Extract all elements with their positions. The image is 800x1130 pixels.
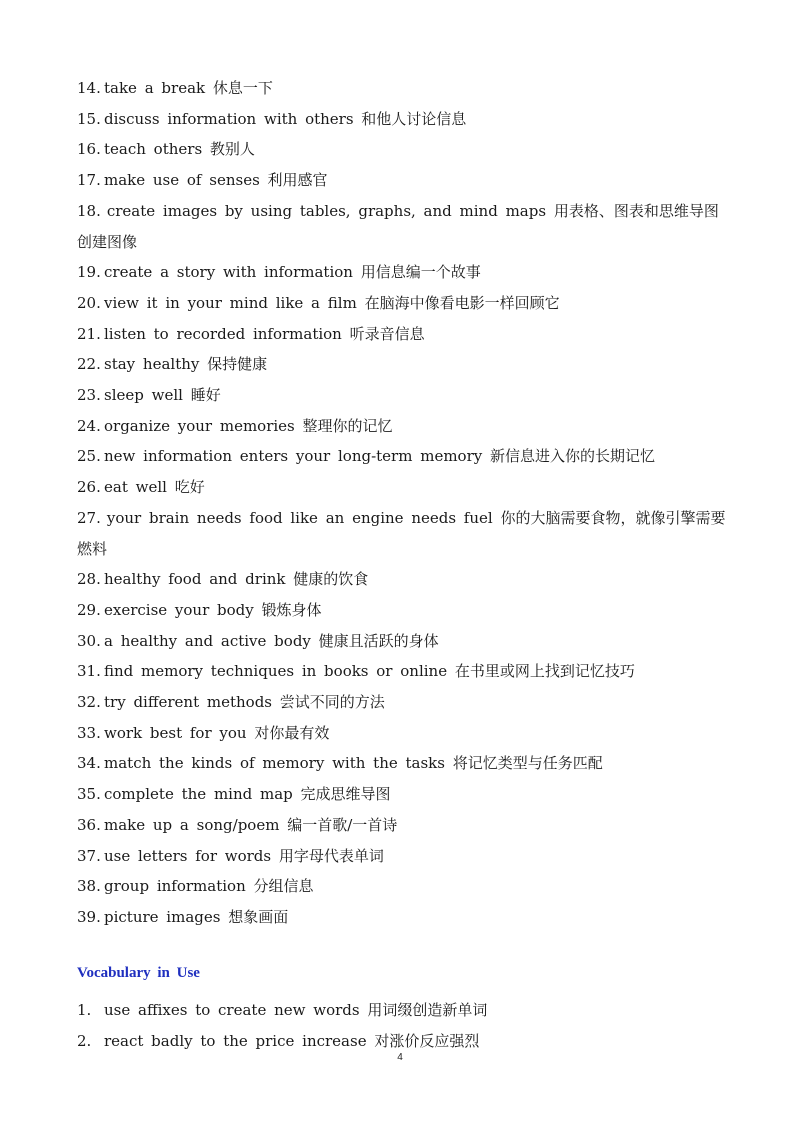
list-item: [77, 472, 732, 503]
list-item: [77, 626, 732, 657]
section-heading: Vocabulary in Use: [77, 965, 200, 981]
item-number: 28.: [77, 570, 101, 589]
list-item: [77, 595, 732, 626]
item-number: 24.: [77, 416, 101, 435]
item-number: 18.: [77, 201, 101, 220]
list-item: [77, 288, 732, 319]
item-text: use letters for words 用字母代表单词: [104, 846, 384, 865]
page-number: 4: [397, 1052, 403, 1063]
item-number: 37.: [77, 846, 101, 865]
list-item: [77, 349, 732, 380]
list-item: [77, 257, 732, 288]
list-item: [77, 104, 732, 135]
list-item: [77, 718, 732, 749]
item-number: 35.: [77, 785, 101, 804]
item-number: 34.: [77, 754, 101, 773]
vocabulary-list: [77, 995, 732, 1056]
item-text: react badly to the price increase 对涨价反应强烈: [104, 1031, 480, 1050]
item-text: find memory techniques in books or online 在书里或网上找到记忆技巧: [104, 662, 635, 681]
item-text: view it in your mind like a film 在脑海中像看电影一样回顾它: [104, 293, 560, 312]
list-item: [77, 196, 732, 257]
list-item: [77, 441, 732, 472]
item-number: 32.: [77, 693, 101, 712]
item-number: 33.: [77, 723, 101, 742]
item-number: 16.: [77, 140, 101, 159]
item-text: group information 分组信息: [104, 877, 314, 896]
item-number: 15.: [77, 109, 101, 128]
item-text: sleep well 睡好: [104, 386, 221, 405]
item-number: 31.: [77, 662, 101, 681]
item-number: 21.: [77, 324, 101, 343]
item-number: 36.: [77, 815, 101, 834]
list-item: [77, 165, 732, 196]
item-text: use affixes to create new words 用词缀创造新单词: [104, 1001, 488, 1019]
item-text: teach others 教别人: [104, 140, 255, 159]
list-item: [77, 779, 732, 810]
item-text: complete the mind map 完成思维导图: [104, 785, 391, 804]
list-item: [77, 411, 732, 442]
list-item: [77, 748, 732, 779]
item-number: 19.: [77, 263, 101, 282]
list-item: [77, 134, 732, 165]
item-text: make up a song/poem 编一首歌/一首诗: [104, 815, 398, 834]
item-number: 39.: [77, 907, 101, 926]
item-number: 17.: [77, 171, 101, 190]
item-text: match the kinds of memory with the tasks 将记忆类型与任务匹配: [104, 754, 603, 773]
item-text: create a story with information 用信息编一个故事: [104, 263, 481, 282]
item-text: a healthy and active body 健康且活跃的身体: [104, 631, 439, 650]
item-text: your brain needs food like an engine needs fuel 你的大脑需要食物，就像引擎需要燃料: [77, 508, 726, 558]
item-number: 26.: [77, 478, 101, 497]
list-item: [77, 503, 732, 564]
item-number: 30.: [77, 631, 101, 650]
item-text: picture images 想象画面: [104, 907, 289, 926]
list-item: [77, 902, 732, 933]
item-text: new information enters your long-term memory 新信息进入你的长期记忆: [104, 447, 655, 466]
item-text: exercise your body 锻炼身体: [104, 600, 322, 619]
list-item: [77, 687, 732, 718]
item-number: 25.: [77, 447, 101, 466]
list-item: [77, 871, 732, 902]
item-text: take a break 休息一下: [104, 79, 273, 97]
item-text: make use of senses 利用感官: [104, 171, 328, 190]
item-number: 2.: [77, 1031, 92, 1050]
item-text: healthy food and drink 健康的饮食: [104, 570, 369, 589]
list-item: [77, 380, 732, 411]
item-text: create images by using tables, graphs, and mind maps 用表格、图表和思维导图创建图像: [77, 201, 719, 251]
item-number: 23.: [77, 386, 101, 405]
list-item: [77, 656, 732, 687]
item-text: eat well 吃好: [104, 478, 205, 497]
item-number: 29.: [77, 600, 101, 619]
list-item: [77, 73, 732, 104]
list-item: [77, 564, 732, 595]
item-number: 14.: [77, 79, 101, 97]
list-item: [77, 841, 732, 872]
list-item: [77, 319, 732, 350]
item-text: stay healthy 保持健康: [104, 355, 268, 374]
item-number: 27.: [77, 508, 101, 527]
item-text: try different methods 尝试不同的方法: [104, 693, 385, 712]
list-item: [77, 810, 732, 841]
list-item: [77, 995, 732, 1026]
item-text: work best for you 对你最有效: [104, 723, 330, 742]
item-text: discuss information with others 和他人讨论信息: [104, 109, 467, 128]
item-text: organize your memories 整理你的记忆: [104, 416, 393, 435]
item-number: 1.: [77, 1001, 92, 1019]
item-number: 20.: [77, 293, 101, 312]
phrase-list: [77, 73, 732, 933]
item-number: 38.: [77, 877, 101, 896]
item-number: 22.: [77, 355, 101, 374]
item-text: listen to recorded information 听录音信息: [104, 324, 425, 343]
